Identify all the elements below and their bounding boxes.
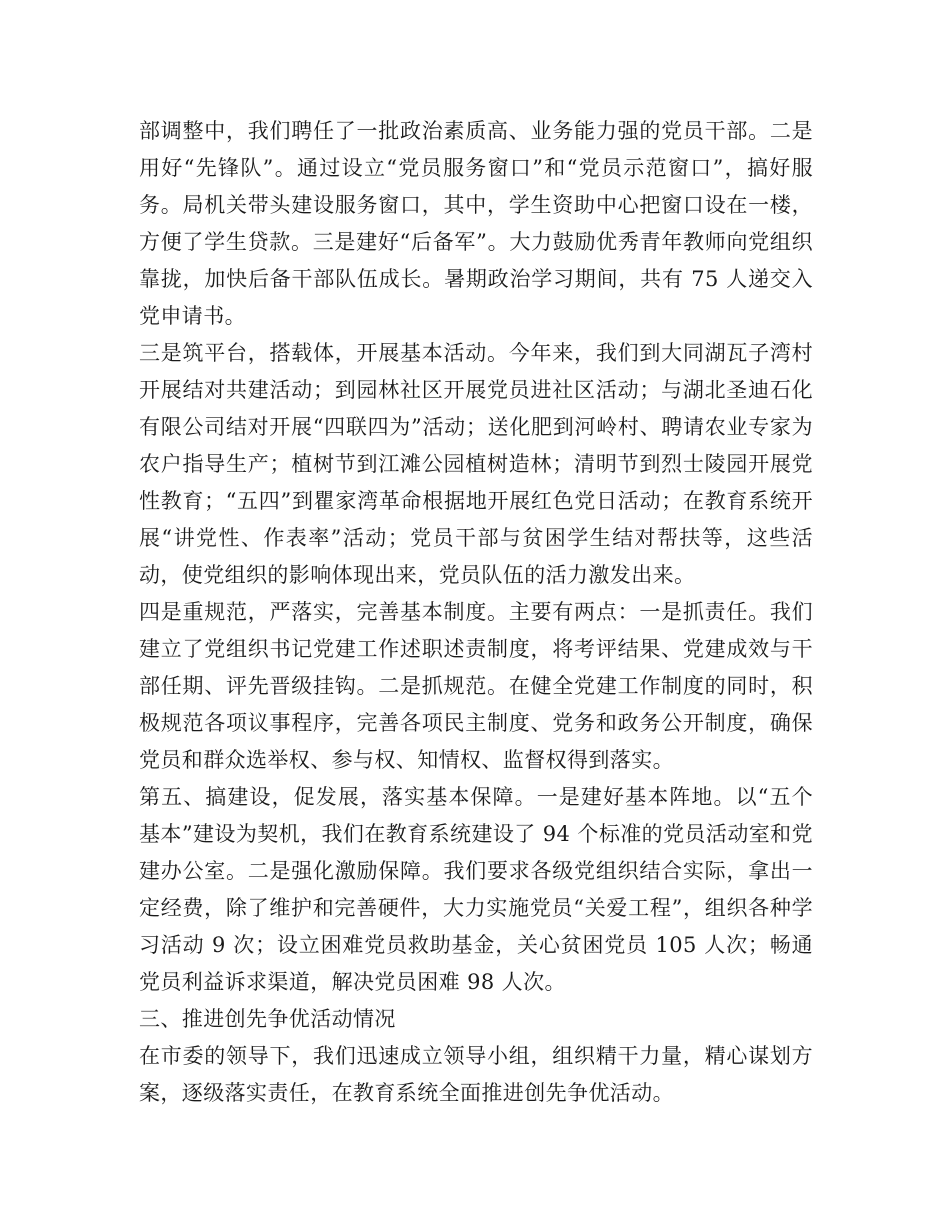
paragraph-1: 部调整中，我们聘任了一批政治素质高、业务能力强的党员干部。二是用好“先锋队”。通过设立“党员服务窗口”和“党员示范窗口”，搞好服务。局机关带头建设服务窗口，其中，学生资助中心把窗口设在一楼，方便了学生贷款。三是建好“后备军”。大力鼓励优秀青年教师向党组织靠拢，加快后备干部队伍成长。暑期政治学习期间，共有 75 人递交入党申请书。	[139, 119, 813, 328]
paragraph-5: 在市委的领导下，我们迅速成立领导小组，组织精干力量，精心谋划方案，逐级落实责任，在教育系统全面推进创先争优活动。	[139, 1044, 813, 1105]
paragraph-3: 四是重规范，严落实，完善基本制度。主要有两点：一是抓责任。我们建立了党组织书记党建工作述职述责制度，将考评结果、党建成效与干部任期、评先晋级挂钩。二是抓规范。在健全党建工作制度的同时，积极规范各项议事程序，完善各项民主制度、党务和政务公开制度，确保党员和群众选举权、参与权、知情权、监督权得到落实。	[139, 600, 813, 772]
document-body	[139, 113, 813, 1112]
section-heading: 三、推进创先争优活动情况	[139, 1007, 396, 1031]
paragraph-4: 第五、搞建设，促发展，落实基本保障。一是建好基本阵地。以“五个基本”建设为契机，我们在教育系统建设了 94 个标准的党员活动室和党建办公室。二是强化激励保障。我们要求各级党组织结合实际，拿出一定经费，除了维护和完善硬件，大力实施党员“关爱工程”，组织各种学习活动 9 次；设立困难党员救助基金，关心贫困党员 105 人次；畅通党员利益诉求渠道，解决党员困难 98 人次。	[139, 785, 813, 994]
paragraph-2: 三是筑平台，搭载体，开展基本活动。今年来，我们到大同湖瓦子湾村开展结对共建活动；到园林社区开展党员进社区活动；与湖北圣迪石化有限公司结对开展“四联四为”活动；送化肥到河岭村、聘请农业专家为农户指导生产；植树节到江滩公园植树造林；清明节到烈士陵园开展党性教育；“五四”到瞿家湾革命根据地开展红色党日活动；在教育系统开展“讲党性、作表率”活动；党员干部与贫困学生结对帮扶等，这些活动，使党组织的影响体现出来，党员队伍的活力激发出来。	[139, 341, 813, 587]
